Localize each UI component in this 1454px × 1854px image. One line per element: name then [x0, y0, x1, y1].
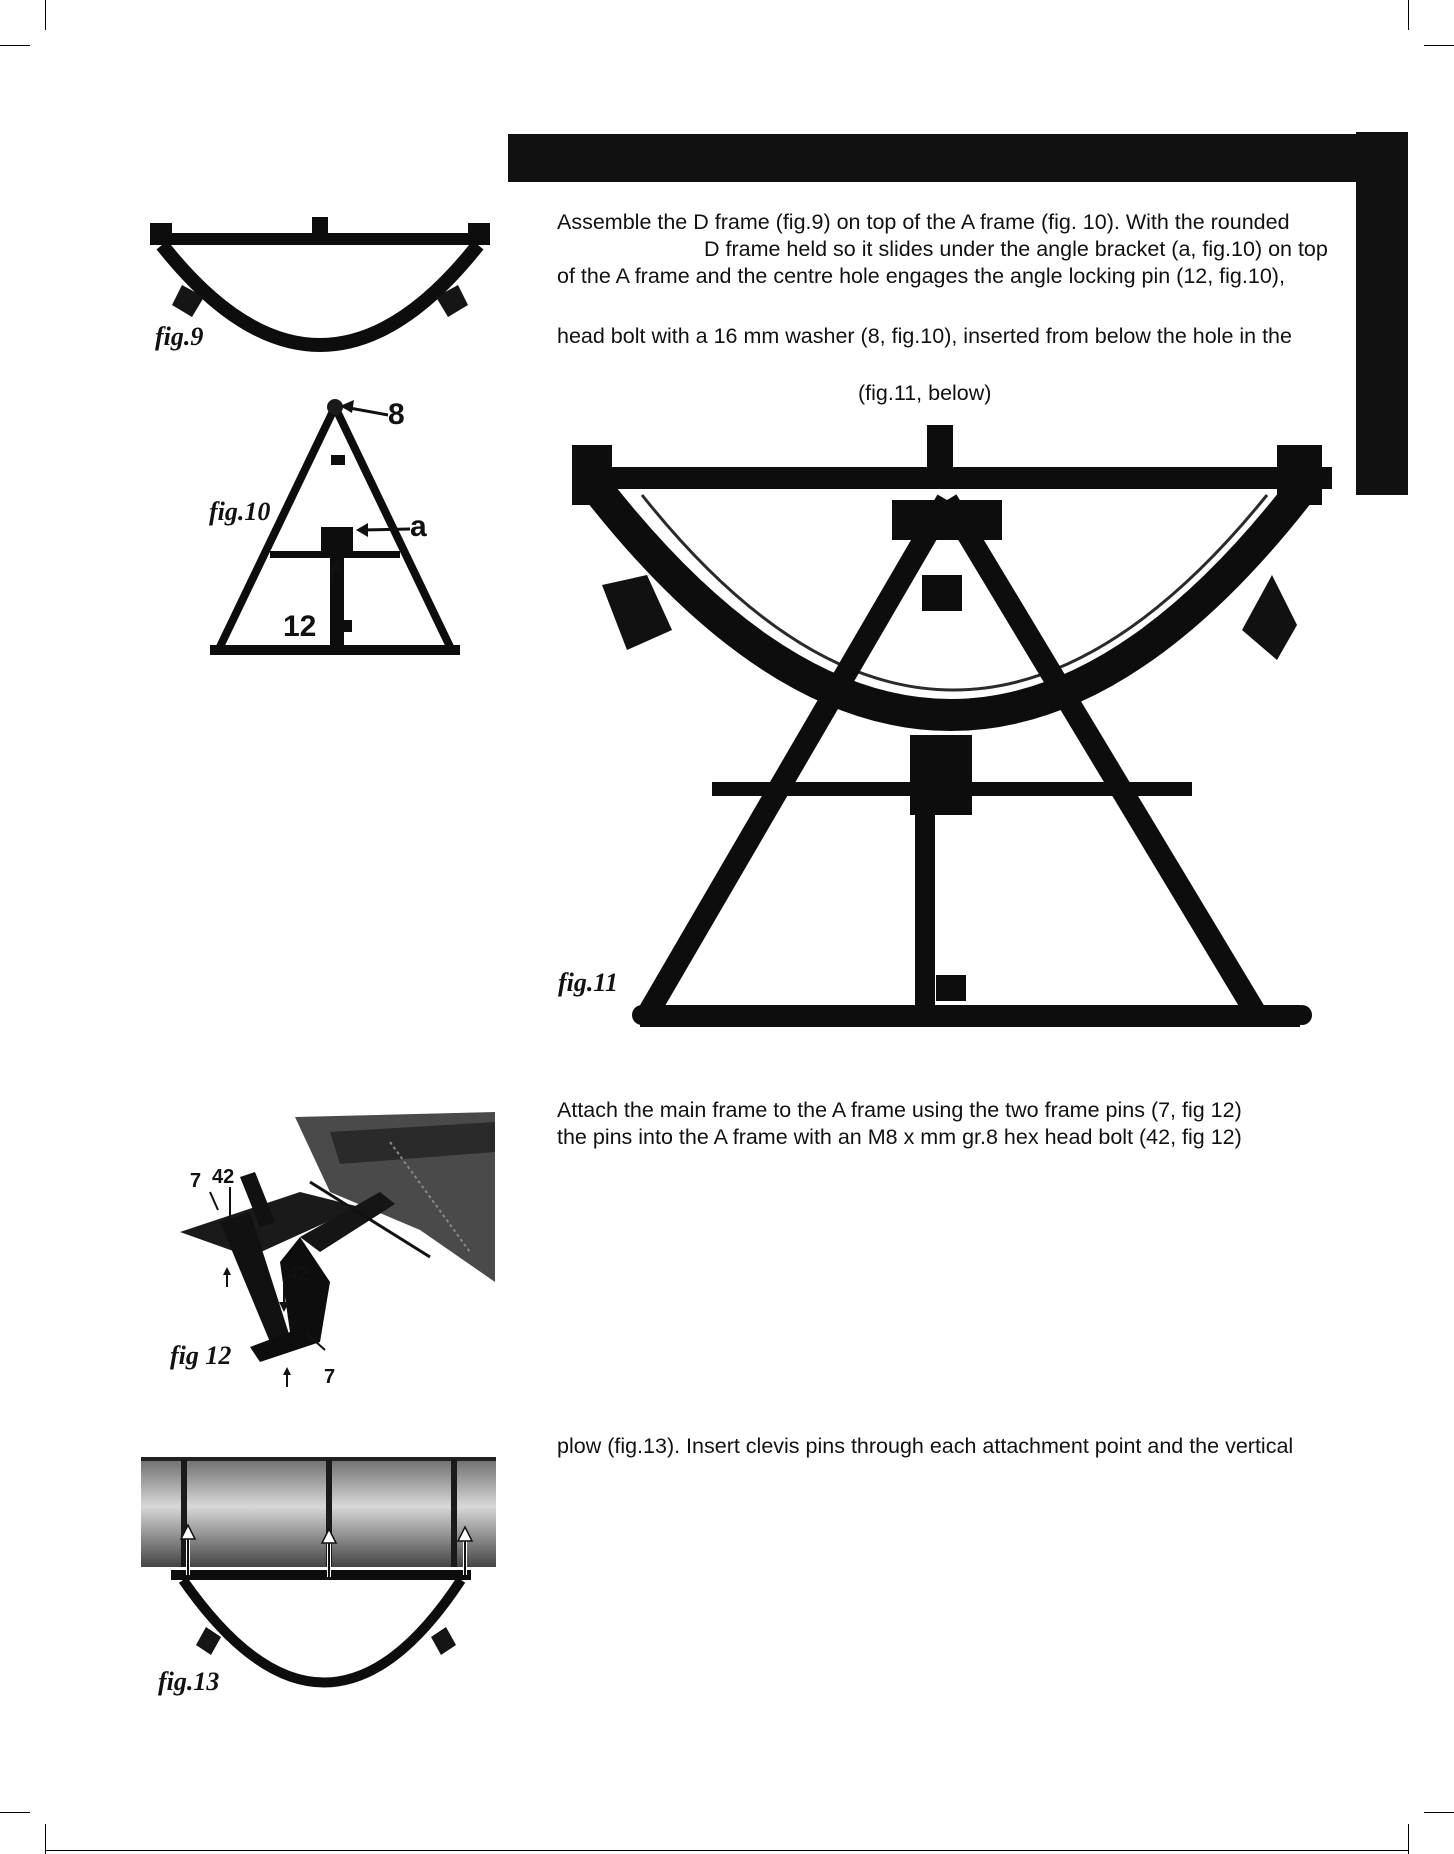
header-bar: [508, 134, 1358, 182]
crop-mark-bl-h: [0, 1812, 30, 1813]
fig12-label: fig 12: [170, 1341, 232, 1370]
crop-mark-tl-h: [0, 45, 30, 46]
fig10-callout-12: 12: [283, 610, 317, 643]
fig9-d-frame-image: [140, 205, 500, 380]
bottom-rule: [45, 1850, 1409, 1851]
fig11-assembled-frame-image: [552, 415, 1342, 1045]
fig10-callout-a: a: [410, 510, 427, 543]
text-line: head bolt with a 16 mm washer (8, fig.10), inserted from below the hole in the: [557, 324, 1292, 348]
text-line: [557, 290, 1347, 323]
fig12-callout-7-bottom: 7: [324, 1366, 336, 1388]
fig11-reference: (fig.11, below): [858, 381, 992, 405]
crop-mark-tl-v: [45, 0, 46, 30]
fig12-callout-42-top: 42: [212, 1166, 235, 1188]
paragraph-attach-main-frame: [557, 1097, 1347, 1151]
fig10-label: fig.10: [209, 497, 271, 526]
fig13-label: fig.13: [158, 1667, 220, 1696]
fig10-callout-8: 8: [388, 398, 405, 431]
text-line: D frame held so it slides under the angle bracket (a, fig.10) on top: [704, 237, 1328, 261]
crop-mark-br-h: [1424, 1812, 1454, 1813]
crop-mark-tr-v: [1408, 0, 1409, 30]
fig12-callout-7-top: 7: [190, 1170, 202, 1192]
text-line: the pins into the A frame with an M8 x mm gr.8 hex head bolt (42, fig 12): [557, 1125, 1242, 1149]
side-tab: [1356, 132, 1408, 495]
paragraph-assemble-d-frame: [557, 209, 1347, 350]
text-line: plow (fig.13). Insert clevis pins through each attachment point and the vertical: [557, 1434, 1294, 1458]
text-line: of the A frame and the centre hole engages the angle locking pin (12, fig.10),: [557, 264, 1285, 288]
text-line: Assemble the D frame (fig.9) on top of the A frame (fig. 10). With the rounded: [557, 210, 1290, 234]
text-line: Attach the main frame to the A frame using the two frame pins (7, fig 12): [557, 1098, 1242, 1122]
crop-mark-tr-h: [1424, 45, 1454, 46]
fig9-label: fig.9: [155, 322, 204, 351]
fig11-label: fig.11: [558, 968, 618, 997]
paragraph-plow: [557, 1433, 1347, 1460]
fig12-callout-42-bottom: 42: [287, 1263, 310, 1285]
